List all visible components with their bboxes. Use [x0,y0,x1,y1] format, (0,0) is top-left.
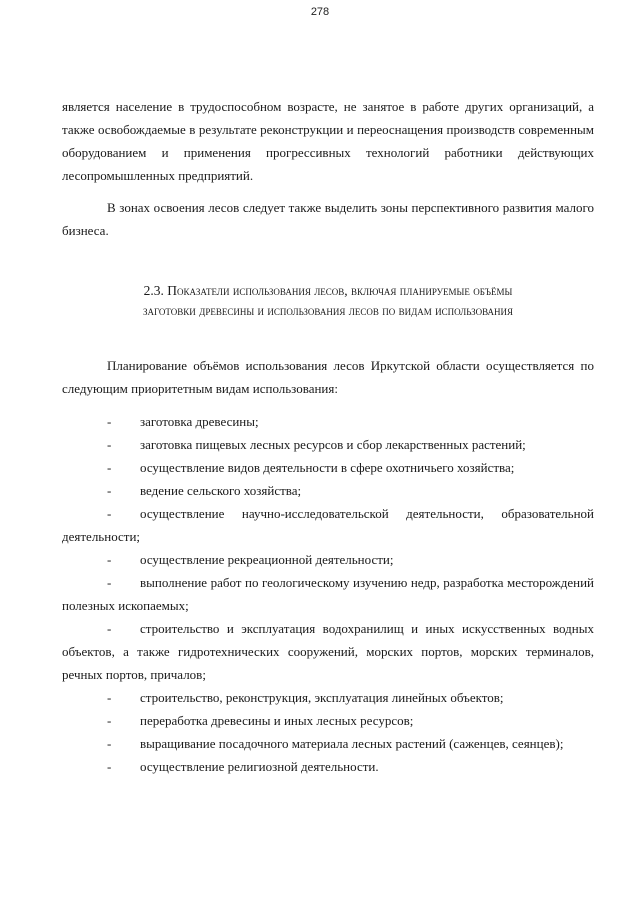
list-item [62,732,594,755]
list-item [62,456,594,479]
list-item [62,502,594,548]
paragraph-small-business: В зонах освоения лесов следует также выделить зоны перспективного развития малого бизнеса. [62,200,594,238]
list-item-text: выполнение работ по геологическому изучению недр, разработка месторождений полезных ископаемых; [62,575,594,613]
list-item-text: осуществление видов деятельности в сфере охотничьего хозяйства; [140,460,515,475]
list-item-text: переработка древесины и иных лесных ресурсов; [140,713,414,728]
list-item-text: ведение сельского хозяйства; [140,483,302,498]
list-dash: - [107,483,112,498]
list-item [62,709,594,732]
page-number: 278 [310,6,330,18]
paragraph-workforce: является население в трудоспособном возрасте, не занятое в работе других организаций, а также освобождаемые в результате реконструкции и переоснащения производств современным оборудованием и применения прогрессивных технологий работники действующих лесопромышленных предприятий. [62,99,594,183]
list-item-text: осуществление религиозной деятельности. [140,759,379,774]
paragraph-planning: Планирование объёмов использования лесов Иркутской области осуществляется по следующим приоритетным видам использования: [62,358,594,396]
list-item-text: строительство и эксплуатация водохранилищ и иных искусственных водных объектов, а также гидротехнических сооружений, морских портов, морских терминалов, речных портов, причалов; [62,621,594,682]
list-item [62,686,594,709]
usage-types-list [62,410,594,778]
list-item-text: выращивание посадочного материала лесных растений (саженцев, сеянцев); [140,736,564,751]
list-item [62,617,594,686]
list-item-text: заготовка древесины; [140,414,259,429]
list-item [62,433,594,456]
list-item-text: строительство, реконструкция, эксплуатация линейных объектов; [140,690,504,705]
section-heading-line-1: 2.3. Показатели использования лесов, включая планируемые объёмы [143,283,513,298]
list-dash: - [107,506,112,521]
list-dash: - [107,621,112,636]
list-dash: - [107,414,112,429]
list-dash: - [107,437,112,452]
list-dash: - [107,460,112,475]
list-item [62,410,594,433]
list-dash: - [107,690,112,705]
section-heading [62,281,594,321]
list-dash: - [107,736,112,751]
list-dash: - [107,552,112,567]
list-dash: - [107,759,112,774]
list-item-text: осуществление рекреационной деятельности; [140,552,394,567]
list-item [62,479,594,502]
list-dash: - [107,575,112,590]
list-item [62,755,594,778]
list-item-text: осуществление научно-исследовательской деятельности, образовательной деятельности; [62,506,594,544]
list-item-text: заготовка пищевых лесных ресурсов и сбор лекарственных растений; [140,437,526,452]
list-item [62,548,594,571]
section-heading-line-2: заготовки древесины и использования лесов по видам использования [142,303,514,318]
list-dash: - [107,713,112,728]
list-item [62,571,594,617]
